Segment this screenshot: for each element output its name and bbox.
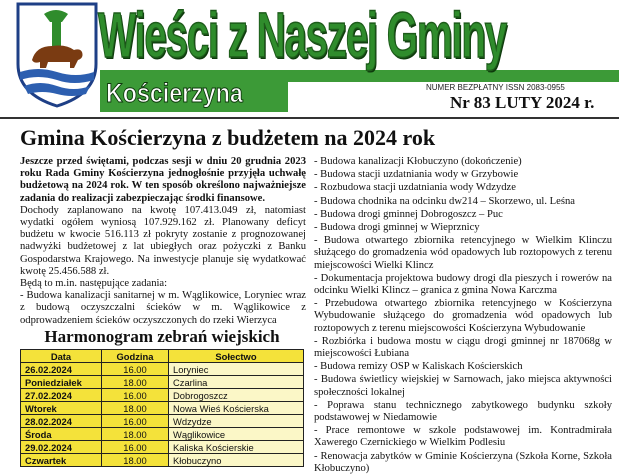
article-paragraph: - Budowa kanalizacji sanitarnej w m. Wąglikowice, Loryniec wraz z budową oczyszczalni ścieków w m. Wąglikowice z odprowadzeniem ścieków oczyszczonych do rzeki Wierzyca	[20, 290, 306, 326]
task-item: - Renowacja zabytków w Gminie Kościerzyna (Szkoła Korne, Szkoła Kłobuczyno)	[314, 450, 612, 474]
village-cell: Kaliska Kościerskie	[169, 441, 304, 454]
hour-cell: 18.00	[102, 402, 169, 415]
hour-cell: 16.00	[102, 415, 169, 428]
table-row	[21, 363, 304, 376]
date-cell: 28.02.2024	[21, 415, 102, 428]
article-left-column	[20, 156, 306, 327]
column-header-date: Data	[21, 350, 102, 363]
village-cell: Loryniec	[169, 363, 304, 376]
article-right-column	[314, 156, 612, 476]
table-row	[21, 454, 304, 467]
column-header-village: Sołectwo	[169, 350, 304, 363]
table-row	[21, 376, 304, 389]
hour-cell: 18.00	[102, 454, 169, 467]
task-item: - Rozbiórka i budowa mostu w ciągu drogi gminnej nr 187068g w miejscowości Łubiana	[314, 335, 612, 360]
schedule-table	[20, 349, 304, 467]
village-cell: Czarlina	[169, 376, 304, 389]
village-cell: Nowa Wieś Kościerska	[169, 402, 304, 415]
schedule-header-row	[21, 350, 304, 363]
publication-info: NUMER BEZPŁATNY ISSN 2083-0955	[426, 83, 565, 92]
task-item: - Budowa stacji uzdatniania wody w Grzybowie	[314, 169, 519, 181]
schedule-title: Harmonogram zebrań wiejskich	[44, 327, 280, 346]
newspaper-subtitle: Kościerzyna	[106, 78, 243, 108]
village-cell: Dobrogoszcz	[169, 389, 304, 402]
task-item: - Budowa otwartego zbiornika retencyjnego w Wielkim Klinczu służącego do gromadzenia wód opadowych lub roztopowych z terenu miejscowości Wielki Klincz	[314, 235, 612, 271]
date-cell: 29.02.2024	[21, 441, 102, 454]
article-paragraph: Dochody zaplanowano na kwotę 107.413.049 zł, natomiast wydatki ogółem wyniosą 107.929.162 zł. Planowany deficyt budżetu w kwocie 516.113 zł pokryty zostanie z prognozowanej nadwyżki budżetowej z lat ubiegłych oraz pożyczki z Banku Gospodarstwa Krajowego. Na inwestycje planuje się wydatkować kwotę 25.456.588 zł.	[20, 204, 306, 277]
hour-cell: 18.00	[102, 376, 169, 389]
task-item: - Dokumentacja projektowa budowy drogi dla pieszych i rowerów na odcinku Wielki Klincz – granica z gmina Nowa Karczma	[314, 272, 612, 297]
date-cell: 27.02.2024	[21, 389, 102, 402]
village-cell: Wdzydze	[169, 415, 304, 428]
date-cell: 26.02.2024	[21, 363, 102, 376]
weekday-cell: Środa	[21, 428, 102, 441]
task-item: - Budowa drogi gminnej Dobrogoszcz – Puc	[314, 208, 503, 220]
task-item: - Budowa chodnika na odcinku dw214 – Skorzewo, ul. Leśna	[314, 195, 575, 207]
header-divider	[0, 117, 619, 119]
article-paragraph: Będą to m.in. następujące zadania:	[20, 278, 168, 290]
village-cell: Wąglikowice	[169, 428, 304, 441]
task-item: - Budowa remizy OSP w Kaliskach Kościerskich	[314, 361, 523, 373]
weekday-cell: Wtorek	[21, 402, 102, 415]
hour-cell: 16.00	[102, 363, 169, 376]
issue-number: Nr 83 LUTY 2024 r.	[450, 93, 595, 112]
coat-of-arms-logo	[14, 2, 100, 108]
masthead	[0, 0, 619, 117]
table-row	[21, 402, 304, 415]
newspaper-title: Wieści z Naszej Gminy	[98, 0, 506, 71]
table-row	[21, 389, 304, 402]
table-row	[21, 441, 304, 454]
task-item: - Budowa świetlicy wiejskiej w Sarnowach, jako miejsca aktywności społeczności lokalnej	[314, 374, 612, 398]
table-row	[21, 415, 304, 428]
weekday-cell: Czwartek	[21, 454, 102, 467]
task-item: - Przebudowa otwartego zbiornika retencyjnego w Kościerzyna Wybudowanie służącego do gromadzenia wód opadowych lub roztopowych z terenu miejscowości Kościerzyna Wybudowanie	[314, 298, 612, 334]
task-item: - Rozbudowa stacji uzdatniania wody Wdzydze	[314, 182, 516, 194]
task-item: - Prace remontowe w szkole podstawowej im. Kontradmirała Xawerego Czernickiego w Wielkim Podlesiu	[314, 425, 612, 449]
article-lead: Jeszcze przed świętami, podczas sesji w dniu 20 grudnia 2023 roku Rada Gminy Kościerzyna jednogłośnie przyjęła uchwałę budżetową na 2024 rok. W ten sposób określono najważniejsze zadania do realizacji zabezpieczając środki finansowe.	[20, 156, 306, 204]
weekday-cell: Poniedziałek	[21, 376, 102, 389]
village-cell: Kłobuczyno	[169, 454, 304, 467]
hour-cell: 16.00	[102, 441, 169, 454]
column-header-hour: Godzina	[102, 350, 169, 363]
task-item: - Poprawa stanu technicznego zabytkowego budynku szkoły podstawowej w Niedamowie	[314, 399, 612, 424]
table-row	[21, 428, 304, 441]
task-item: - Budowa kanalizacji Kłobuczyno (dokończenie)	[314, 156, 522, 167]
hour-cell: 18.00	[102, 428, 169, 441]
article-headline: Gmina Kościerzyna z budżetem na 2024 rok	[20, 125, 436, 150]
task-item: - Budowa drogi gminnej w Wieprznicy	[314, 222, 480, 234]
hour-cell: 16.00	[102, 389, 169, 402]
